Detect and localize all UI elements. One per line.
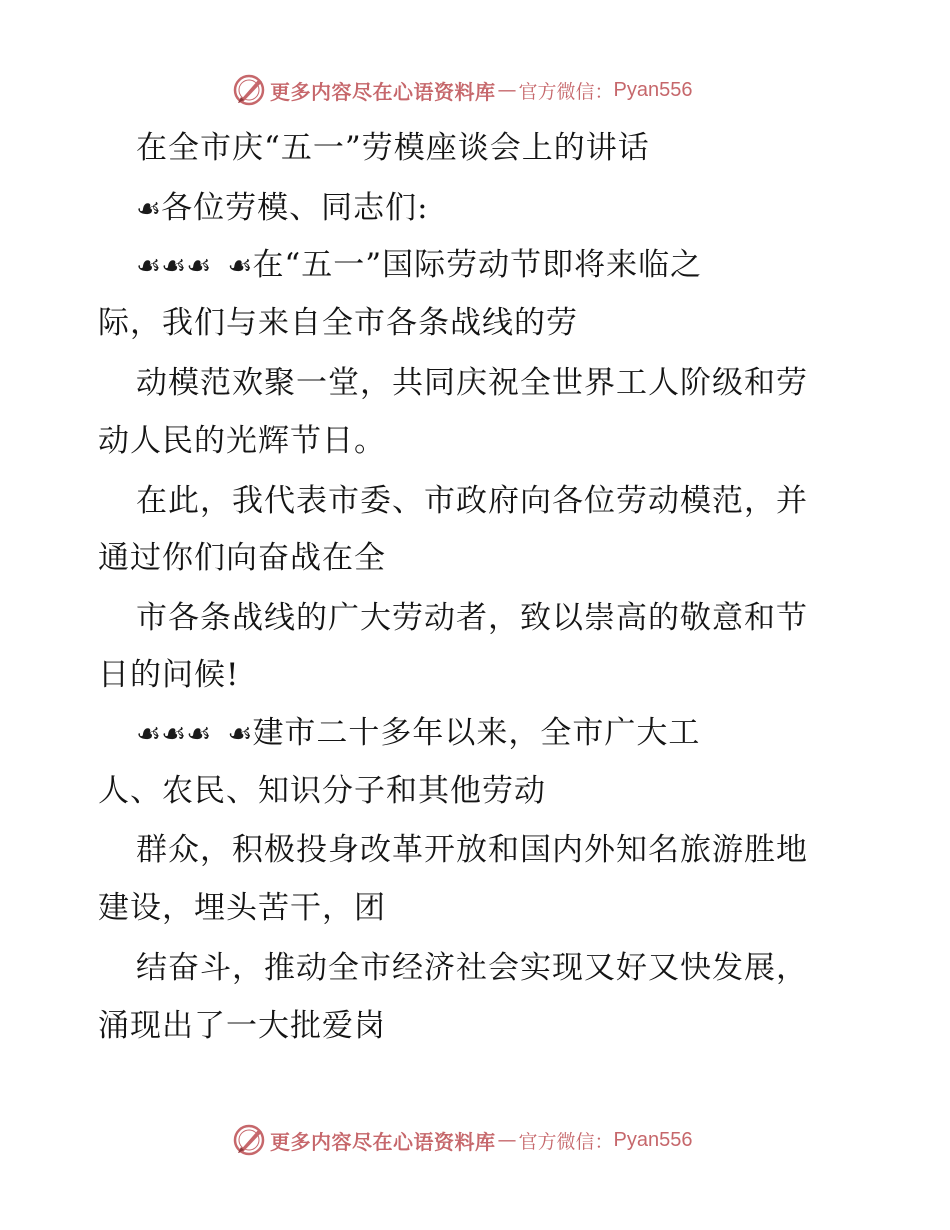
paragraph-line: 动模范欢聚一堂，共同庆祝全世界工人阶级和劳 [136,365,808,401]
quill-logo-icon [232,1123,266,1157]
fleuron-icon: ☙ [136,717,162,750]
paragraph-line: 结奋斗，推动全市经济社会实现又好又快发展， [136,950,808,986]
header-banner [232,70,752,110]
paragraph-line: 日的问候! [98,657,240,693]
paragraph-line: 通过你们向奋战在全 [98,540,386,576]
paragraph-text: 建市二十多年以来，全市广大工 [252,715,701,751]
fleuron-icon: ☙ [161,717,187,750]
paragraph-line: 建设，埋头苦干，团 [98,890,386,926]
fleuron-icon: ☙ [161,249,187,282]
wechat-id: Pyan556 [613,1128,693,1151]
quill-logo-icon [232,73,266,107]
paragraph-line: 在此，我代表市委、市政府向各位劳动模范，并 [136,483,808,519]
footer-banner [232,1120,752,1160]
paragraph-line: 动人民的光辉节日。 [98,423,386,459]
paragraph-line: 人、农民、知识分子和其他劳动 [98,773,546,809]
banner-dash: — [497,79,517,101]
fleuron-icon: ☙ [227,249,253,282]
fleuron-icon: ☙ [186,717,212,750]
document-title: 在全市庆“五一”劳模座谈会上的讲话 [136,130,650,166]
paragraph-line [136,245,702,285]
greeting-line [136,188,429,228]
paragraph-line: 际，我们与来自全市各条战线的劳 [98,305,578,341]
greeting-text: 各位劳模、同志们: [161,190,429,226]
paragraph-line: 市各条战线的广大劳动者，致以崇高的敬意和节 [136,600,808,636]
brand-text: 更多内容尽在心语资料库 [270,1129,496,1154]
wechat-label: 官方微信： [518,1130,614,1153]
banner-dash: — [497,1129,517,1151]
paragraph-line [136,713,700,753]
fleuron-icon: ☙ [136,192,162,225]
fleuron-icon: ☙ [186,249,212,282]
fleuron-icon: ☙ [227,717,253,750]
paragraph-line: 群众，积极投身改革开放和国内外知名旅游胜地 [136,832,808,868]
wechat-id: Pyan556 [613,78,693,101]
fleuron-icon: ☙ [136,249,162,282]
brand-text: 更多内容尽在心语资料库 [270,79,496,104]
paragraph-line: 涌现出了一大批爱岗 [98,1008,386,1044]
wechat-label: 官方微信： [518,80,614,103]
paragraph-text: 在“五一”国际劳动节即将来临之 [252,247,703,283]
